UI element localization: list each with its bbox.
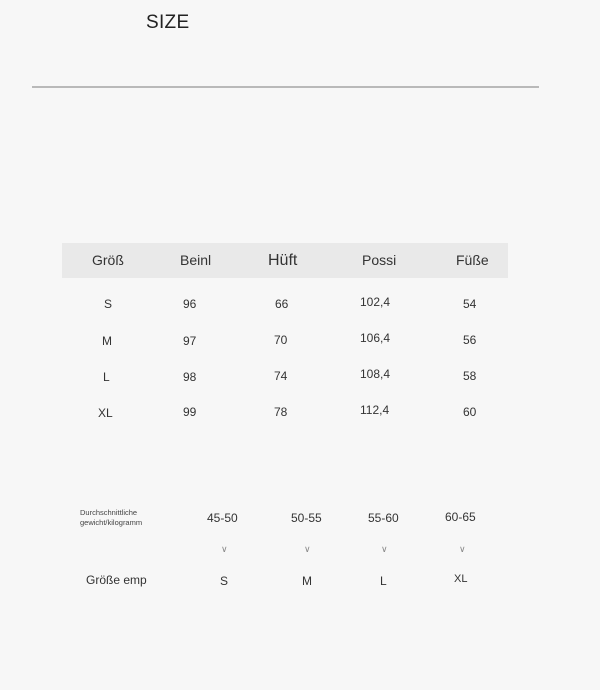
recommended-size: L [380, 574, 387, 588]
table-cell: 60 [463, 405, 477, 419]
table-cell: 97 [183, 334, 197, 348]
recommended-size: XL [454, 573, 468, 585]
table-cell: 58 [463, 369, 477, 383]
table-cell: 98 [183, 370, 197, 384]
chevron-down-icon: ∨ [221, 544, 228, 554]
table-cell: S [104, 297, 113, 311]
chevron-down-icon: ∨ [459, 544, 466, 554]
column-header-leg-length: Beinl [180, 252, 212, 268]
table-cell: 54 [463, 297, 477, 311]
table-cell: XL [98, 406, 113, 420]
chevron-down-icon: ∨ [304, 544, 311, 554]
table-cell: 96 [183, 297, 197, 311]
table-cell: 102,4 [360, 295, 391, 309]
table-cell: 74 [274, 369, 288, 383]
chevron-down-icon: ∨ [381, 544, 388, 554]
table-cell: 108,4 [360, 367, 391, 381]
table-cell: 70 [274, 333, 288, 347]
column-header-foot: Füße [456, 252, 489, 268]
recommended-size: M [302, 574, 312, 588]
table-cell: 66 [275, 297, 289, 311]
weight-range: 50-55 [291, 511, 322, 525]
weight-label: Durchschnittliche gewicht/kilogramm [80, 508, 143, 527]
recommended-size: S [220, 574, 229, 588]
column-header-hip: Hüft [268, 252, 298, 269]
weight-range: 60-65 [445, 510, 476, 524]
weight-range: 45-50 [207, 511, 238, 525]
table-cell: 78 [274, 405, 288, 419]
divider [32, 86, 539, 88]
table-cell: 99 [183, 405, 197, 419]
table-cell: M [102, 334, 112, 348]
table-cell: L [103, 370, 110, 384]
recommended-size-label: Größe emp [86, 573, 147, 587]
page-title: SIZE [146, 12, 190, 33]
table-cell: 112,4 [360, 403, 390, 417]
column-header-size: Größ [92, 252, 124, 268]
column-header-posse: Possi [362, 252, 397, 268]
table-cell: 106,4 [360, 331, 391, 345]
table-cell: 56 [463, 333, 477, 347]
weight-range: 55-60 [368, 511, 399, 525]
